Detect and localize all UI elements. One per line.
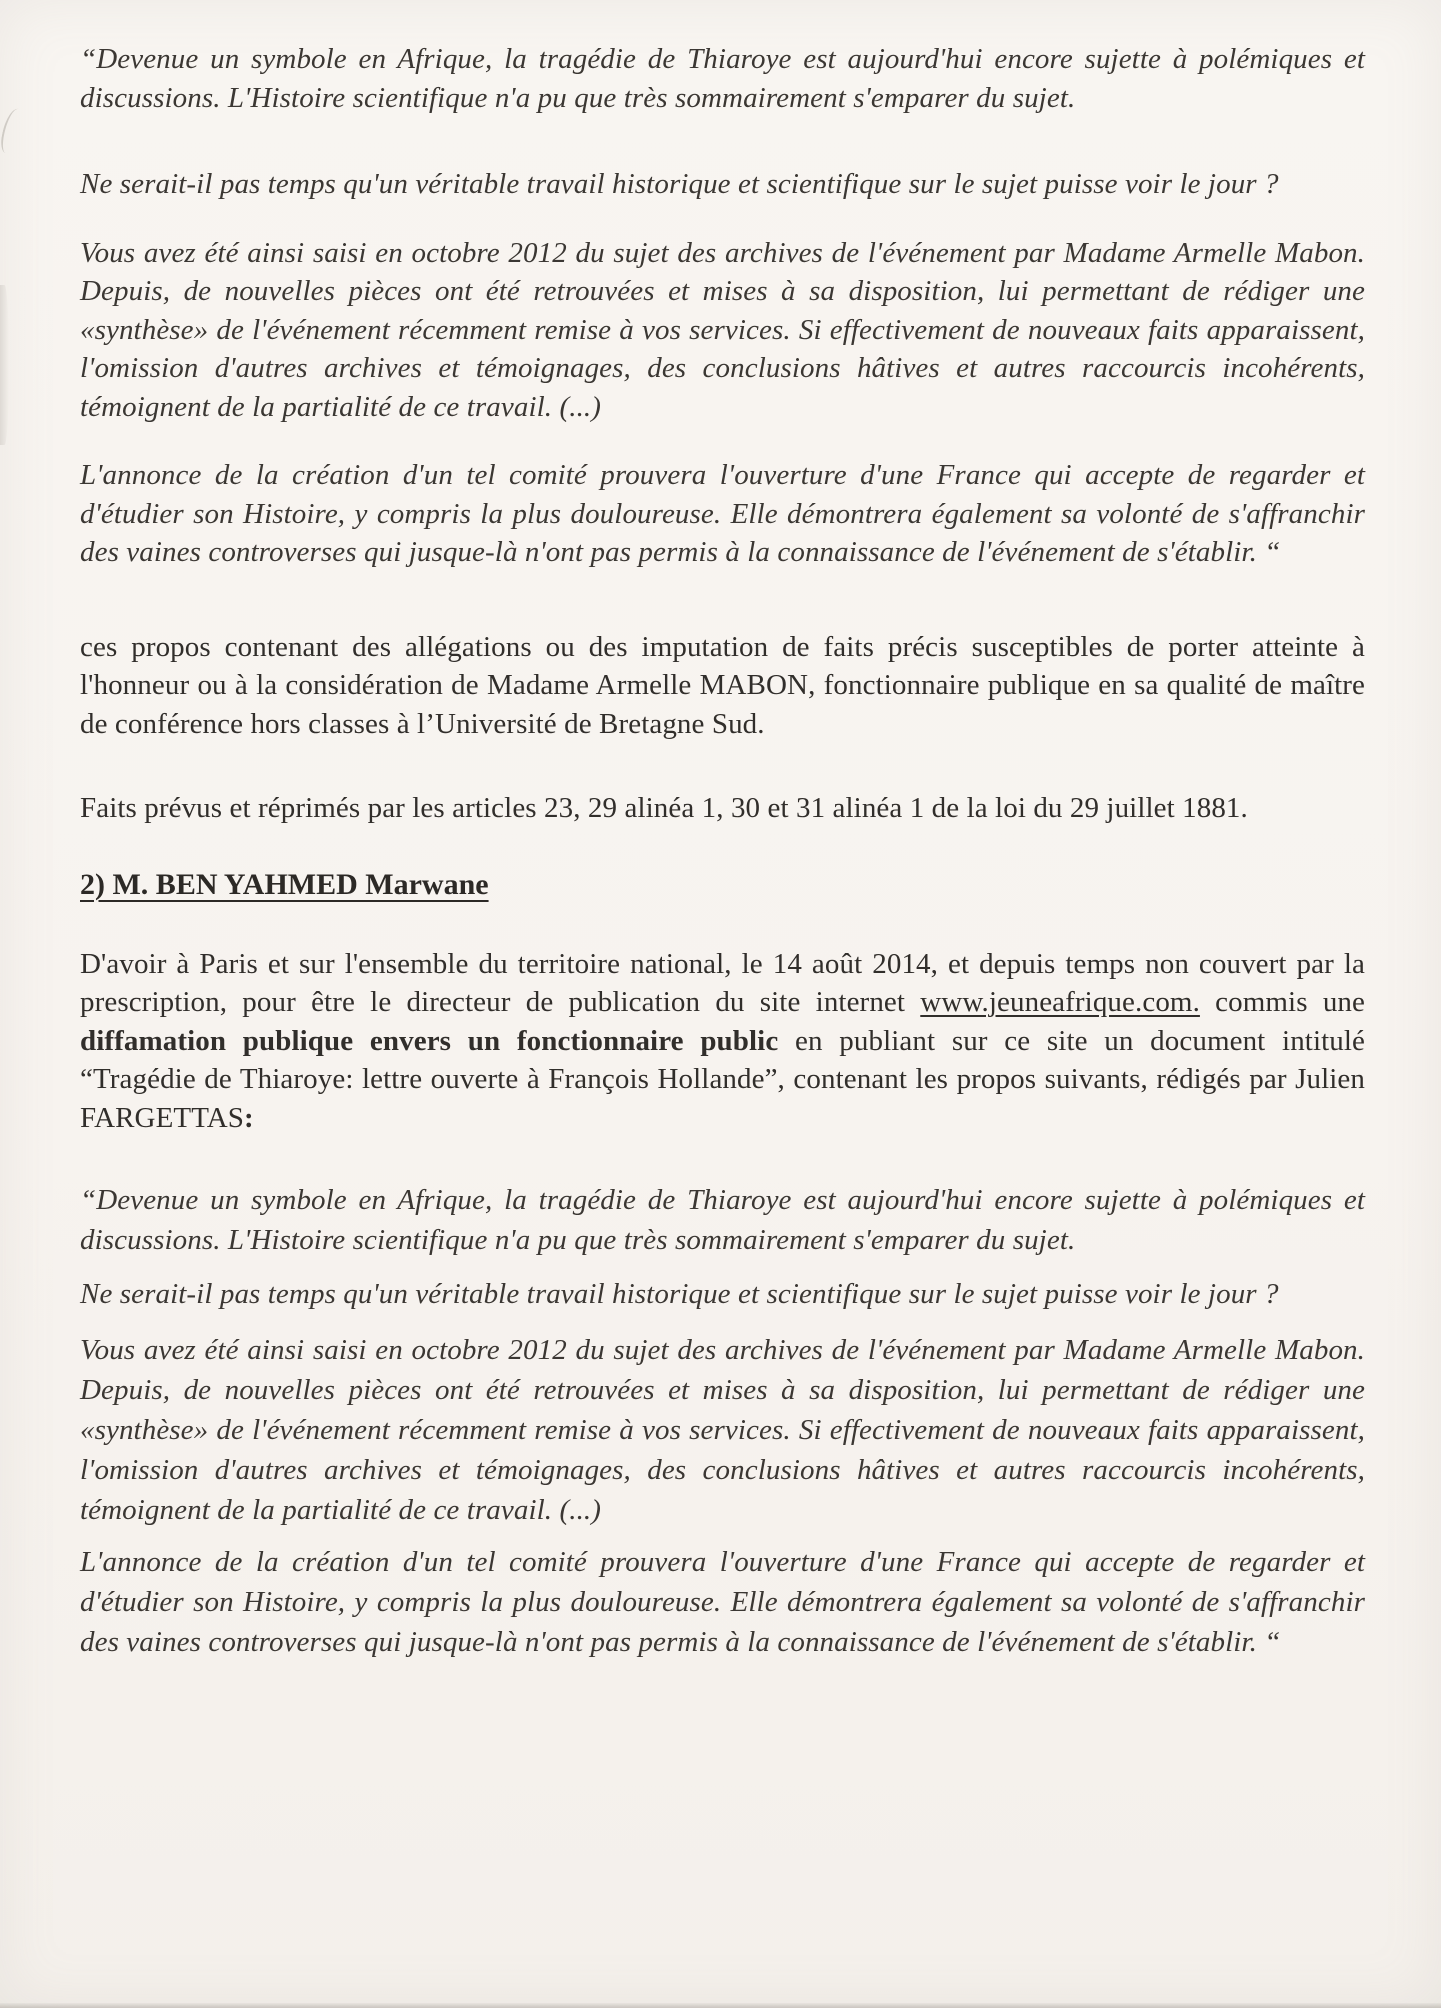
document-content bbox=[80, 40, 1365, 1662]
intro-text-2: commis une bbox=[1199, 986, 1365, 1018]
section-2-heading: 2) M. BEN YAHMED Marwane bbox=[80, 867, 489, 901]
intro-bold-diffamation: diffamation publique envers un fonctionnaire public bbox=[80, 1024, 779, 1057]
quote1-paragraph-devenue: “Devenue un symbole en Afrique, la tragédie de Thiaroye est aujourd'hui encore sujette à polémiques et discussions. L'Histoire scientifique n'a pu que très sommairement s'emparer du sujet. bbox=[80, 43, 1365, 114]
quote1-paragraph-vous-avez: Vous avez été ainsi saisi en octobre 2012 du sujet des archives de l'événement par Madame Armelle Mabon. Depuis, de nouvelles pièces ont été retrouvées et mises à sa disposition, lui permettant de rédiger une «synthèse» de l'événement récemment remise à vos services. Si effectivement de nouveaux faits apparaissent, l'omission d'autres archives et témoignages, des conclusions hâtives et autres raccourcis incohérents, témoignent de la partialité de ce travail. (...) bbox=[80, 236, 1365, 423]
quote1-paragraph-ne-serait-il: Ne serait-il pas temps qu'un véritable travail historique et scientifique sur le sujet puisse voir le jour ? bbox=[80, 168, 1279, 200]
intro-colon: : bbox=[244, 1101, 254, 1134]
intro-text-3: en publiant sur ce site un document intitulé “Tragédie de Thiaroye: lettre ouverte à François Hollande”, contenant les propos suivants, rédigés par Julien FARGETTAS bbox=[80, 1024, 1365, 1134]
scan-artifact-smudge bbox=[0, 285, 9, 445]
section-2-intro-paragraph bbox=[80, 945, 1365, 1138]
quote1-paragraph-annonce: L'annonce de la création d'un tel comité prouvera l'ouverture d'une France qui accepte de regarder et d'étudier son Histoire, y compris la plus douloureuse. Elle démontrera également sa volonté de s'affranchir des vaines controverses qui jusque-là n'ont pas permis à la connaissance de l'événement de s'établir. “ bbox=[80, 459, 1365, 568]
quote2-paragraph-ne-serait-il: Ne serait-il pas temps qu'un véritable travail historique et scientifique sur le sujet puisse voir le jour ? bbox=[80, 1278, 1279, 1310]
allegations-paragraph: ces propos contenant des allégations ou des imputation de faits précis susceptibles de porter atteinte à l'honneur ou à la considération de Madame Armelle MABON, fonctionnaire publique en sa qualité de maître de conférence hors classes à l’Université de Bretagne Sud. bbox=[80, 630, 1365, 740]
quote2-paragraph-annonce: L'annonce de la création d'un tel comité prouvera l'ouverture d'une France qui accepte de regarder et d'étudier son Histoire, y compris la plus douloureuse. Elle démontrera également sa volonté de s'affranchir des vaines controverses qui jusque-là n'ont pas permis à la connaissance de l'événement de s'établir. “ bbox=[80, 1546, 1365, 1658]
intro-text-1: D'avoir à Paris et sur l'ensemble du territoire national, le 14 août 2014, et depuis temps non couvert par la prescription, pour être le directeur de publication du site internet bbox=[80, 947, 1365, 1018]
quote-block-1 bbox=[80, 40, 1365, 572]
quote2-paragraph-vous-avez: Vous avez été ainsi saisi en octobre 2012 du sujet des archives de l'événement par Madame Armelle Mabon. Depuis, de nouvelles pièces ont été retrouvées et mises à sa disposition, lui permettant de rédiger une «synthèse» de l'événement récemment remise à vos services. Si effectivement de nouveaux faits apparaissent, l'omission d'autres archives et témoignages, des conclusions hâtives et autres raccourcis incohérents, témoignent de la partialité de ce travail. (...) bbox=[80, 1334, 1365, 1526]
scan-artifact-mark bbox=[0, 107, 26, 156]
scan-bottom-edge bbox=[0, 2003, 1441, 2008]
quote-block-2 bbox=[80, 1180, 1365, 1662]
faits-prevus-paragraph: Faits prévus et réprimés par les articles 23, 29 alinéa 1, 30 et 31 alinéa 1 de la loi du 29 juillet 1881. bbox=[80, 792, 1248, 824]
jeuneafrique-url: www.jeuneafrique.com. bbox=[920, 986, 1200, 1018]
quote2-paragraph-devenue: “Devenue un symbole en Afrique, la tragédie de Thiaroye est aujourd'hui encore sujette à polémiques et discussions. L'Histoire scientifique n'a pu que très sommairement s'emparer du sujet. bbox=[80, 1184, 1365, 1256]
